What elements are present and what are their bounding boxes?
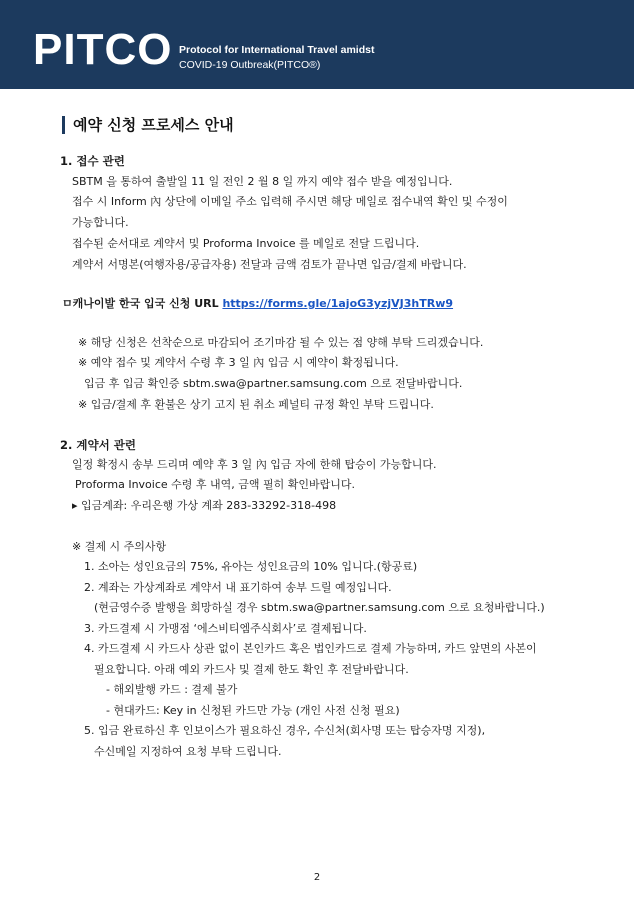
- section1-note: 입금 후 입금 확인증 sbtm.swa@partner.samsung.com 으로 전달바랍니다.: [84, 377, 463, 390]
- section1-line: SBTM 을 통하여 출발일 11 일 전인 2 월 8 일 까지 예약 접수 받을 예정입니다.: [72, 175, 453, 188]
- payment-item: 4. 카드결제 시 카드사 상관 없이 본인카드 혹은 법인카드로 결제 가능하며, 카드 앞면의 사본이: [84, 642, 537, 655]
- section1-line: 가능합니다.: [72, 216, 129, 229]
- payment-item: - 해외발행 카드 : 결제 불가: [106, 683, 238, 696]
- payment-item: 필요합니다. 아래 예외 카드사 및 결제 한도 확인 후 전달바랍니다.: [94, 663, 409, 676]
- payment-item: 1. 소아는 성인요금의 75%, 유아는 성인요금의 10% 입니다.(항공료): [84, 560, 418, 573]
- section1-line: 접수된 순서대로 계약서 및 Proforma Invoice 를 메일로 전달 드립니다.: [72, 237, 420, 250]
- payment-item: 2. 계좌는 가상계좌로 계약서 내 표기하여 송부 드릴 예정입니다.: [84, 581, 392, 594]
- pitco-logo: PITCO: [33, 25, 173, 74]
- payment-item: 5. 입금 완료하신 후 인보이스가 필요하신 경우, 수신처(회사명 또는 탑승자명 지정),: [84, 724, 486, 737]
- section1-line: 접수 시 Inform 內 상단에 이메일 주소 입력해 주시면 해당 메일로 접수내역 확인 및 수정이: [72, 195, 508, 208]
- section1-note: ※ 예약 접수 및 계약서 수령 후 3 일 內 입금 시 예약이 확정됩니다.: [78, 356, 399, 369]
- tagline-line-1: Protocol for International Travel amidst: [179, 44, 375, 56]
- payment-item: 3. 카드결제 시 가맹점 ‘에스비티엠주식회사’로 결제됩니다.: [84, 622, 367, 635]
- section2-line: 일정 확정시 송부 드리며 예약 후 3 일 內 입금 자에 한해 탑승이 가능합니다.: [72, 458, 437, 471]
- tagline-line-2: COVID-19 Outbreak(PITCO®): [179, 59, 321, 71]
- signup-url-row: [62, 297, 453, 311]
- bank-account-line: ▸ 입금계좌: 우리은행 가상 계좌 283-33292-318-498: [72, 499, 337, 512]
- payment-item: (현금영수증 발행을 희망하실 경우 sbtm.swa@partner.samsung.com 으로 요청바랍니다.): [94, 601, 545, 614]
- section2-line: Proforma Invoice 수령 후 내역, 금액 필히 확인바랍니다.: [75, 478, 356, 491]
- header-tagline: [179, 43, 374, 73]
- header-banner: [0, 0, 634, 89]
- section1-line: 계약서 서명본(여행자용/공급자용) 전달과 금액 검토가 끝나면 입금/결제 바랍니다.: [72, 258, 467, 271]
- section1-note: ※ 해당 신청은 선착순으로 마감되어 조기마감 될 수 있는 점 양해 부탁 드리겠습니다.: [78, 336, 484, 349]
- signup-url-link[interactable]: https://forms.gle/1ajoG3yzjVJ3hTRw9: [222, 297, 454, 310]
- page-number: 2: [313, 872, 321, 883]
- payment-item: 수신메일 지정하여 요청 부탁 드립니다.: [94, 745, 282, 758]
- signup-url-label: ㅁ캐나이발 한국 입국 신청 URL: [62, 297, 223, 310]
- payment-item: - 현대카드: Key in 신청된 카드만 가능 (개인 사전 신청 필요): [106, 704, 400, 717]
- page-title: 예약 신청 프로세스 안내: [62, 116, 234, 134]
- section1-heading: 1. 접수 관련: [60, 154, 125, 168]
- section2-heading: 2. 계약서 관련: [60, 438, 136, 452]
- payment-notes-heading: ※ 결제 시 주의사항: [72, 540, 167, 553]
- section1-note: ※ 입금/결제 후 환불은 상기 고지 된 취소 페널티 규정 확인 부탁 드립니다.: [78, 398, 434, 411]
